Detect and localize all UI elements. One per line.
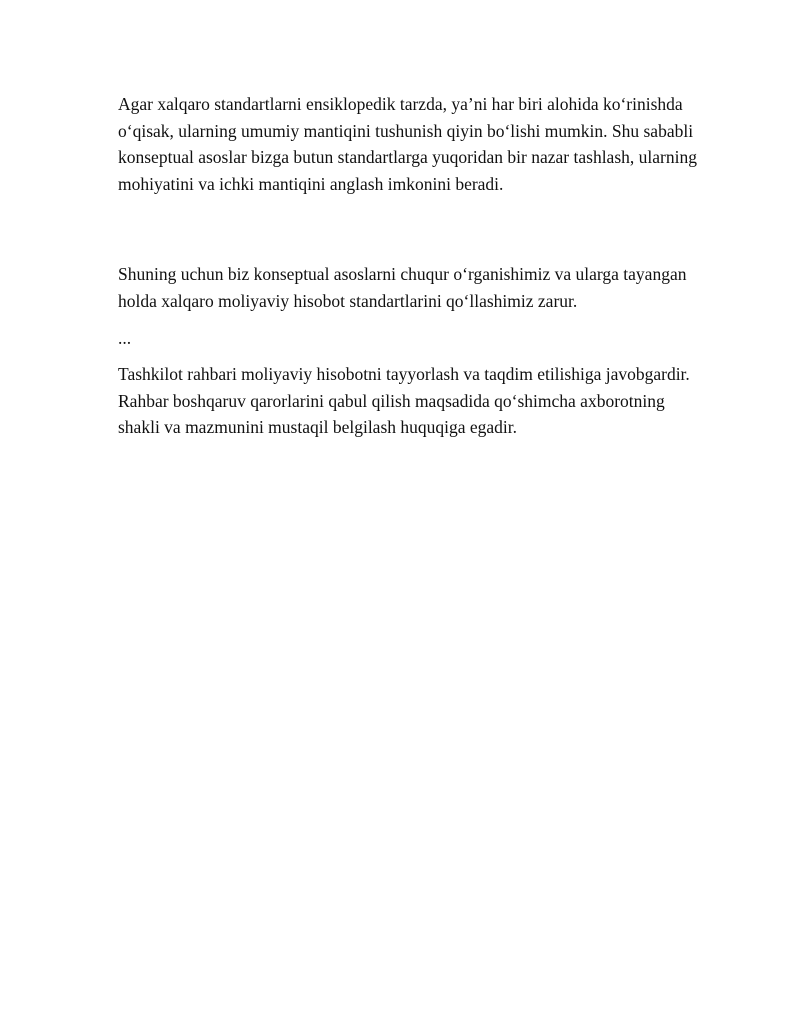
paragraph-responsibility: Tashkilot rahbari moliyaviy hisobotni tayyorlash va taqdim etilishiga javobgardir. Rahbar boshqaruv qarorlarini qabul qilish maqsadida qo‘shimcha axborotning shakli va mazmunini mustaqil belgilash huquqiga egadir. [118,364,690,437]
ellipsis-separator: ... [118,328,132,348]
paragraph-conclusion: Shuning uchun biz konseptual asoslarni chuqur o‘rganishimiz va ularga tayangan holda xalqaro moliyaviy hisobot standartlarini qo‘llashimiz zarur. [118,264,687,311]
paragraph-intro: Agar xalqaro standartlarni ensiklopedik tarzda, ya’ni har biri alohida ko‘rinishda o‘qisak, ularning umumiy mantiqini tushunish qiyin bo‘lishi mumkin. Shu sababli konseptual asoslar bizga butun standartlarga yuqoridan bir nazar tashlash, ularning mohiyatini va ichki mantiqini anglash imkonini beradi. [118,94,697,194]
